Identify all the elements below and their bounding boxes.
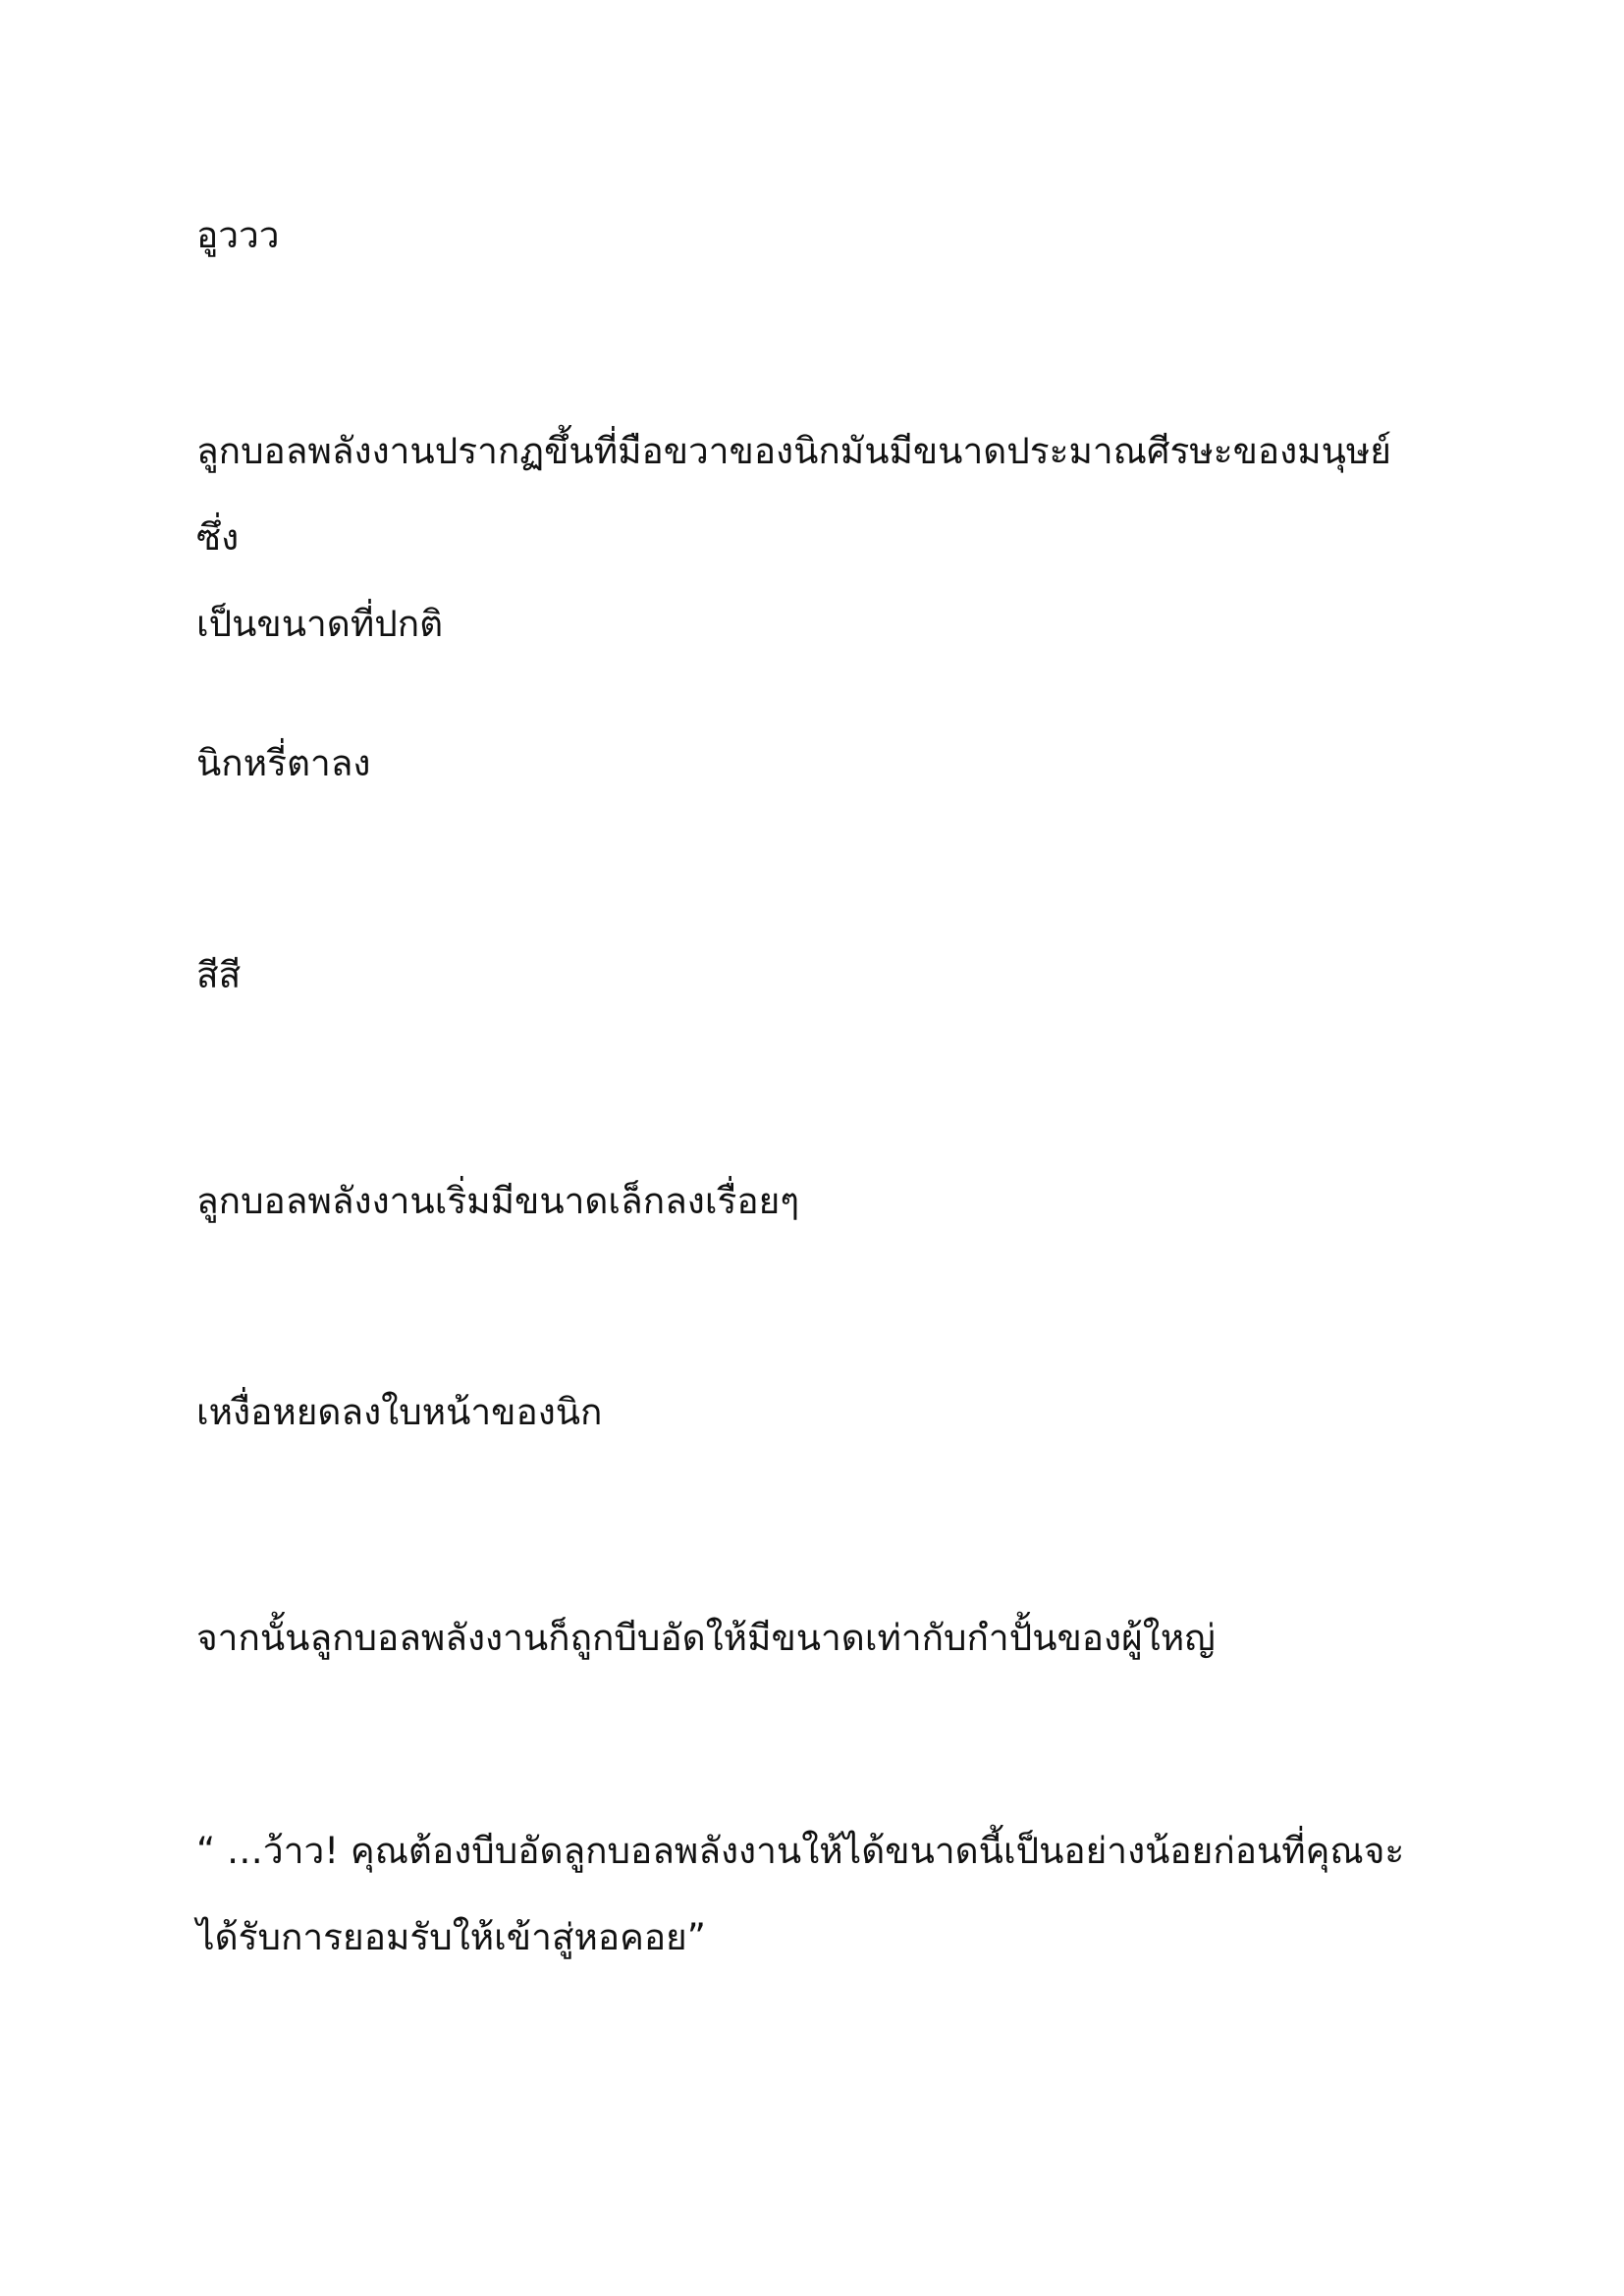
paragraph-5: ลูกบอลพลังงานเริ่มมีขนาดเล็กลงเรื่อยๆ (196, 1180, 800, 1222)
paragraph-2: ลูกบอลพลังงานปรากฏขึ้นที่มือขวาของนิกมันมีขนาดประมาณศีรษะของมนุษย์ซึ่ง เป็นขนาดที่ปกติ (196, 430, 1391, 645)
paragraph-1: อูววว (196, 214, 280, 256)
paragraph-3: นิกหรี่ตาลง (196, 742, 371, 784)
paragraph-7: จากนั้นลูกบอลพลังงานก็ถูกบีบอัดให้มีขนาดเท่ากับกำปั้นของผู้ใหญ่ (196, 1617, 1216, 1659)
paragraph-4: สีสี (196, 954, 242, 996)
paragraph-6: เหงื่อหยดลงใบหน้าของนิก (196, 1391, 603, 1433)
paragraph-8: “ …ว้าว! คุณต้องบีบอัดลูกบอลพลังงานให้ได้ขนาดนี้เป็นอย่างน้อยก่อนที่คุณจะ ได้รับการยอมรับให้เข้าสู่หอคอย” (196, 1830, 1405, 1958)
